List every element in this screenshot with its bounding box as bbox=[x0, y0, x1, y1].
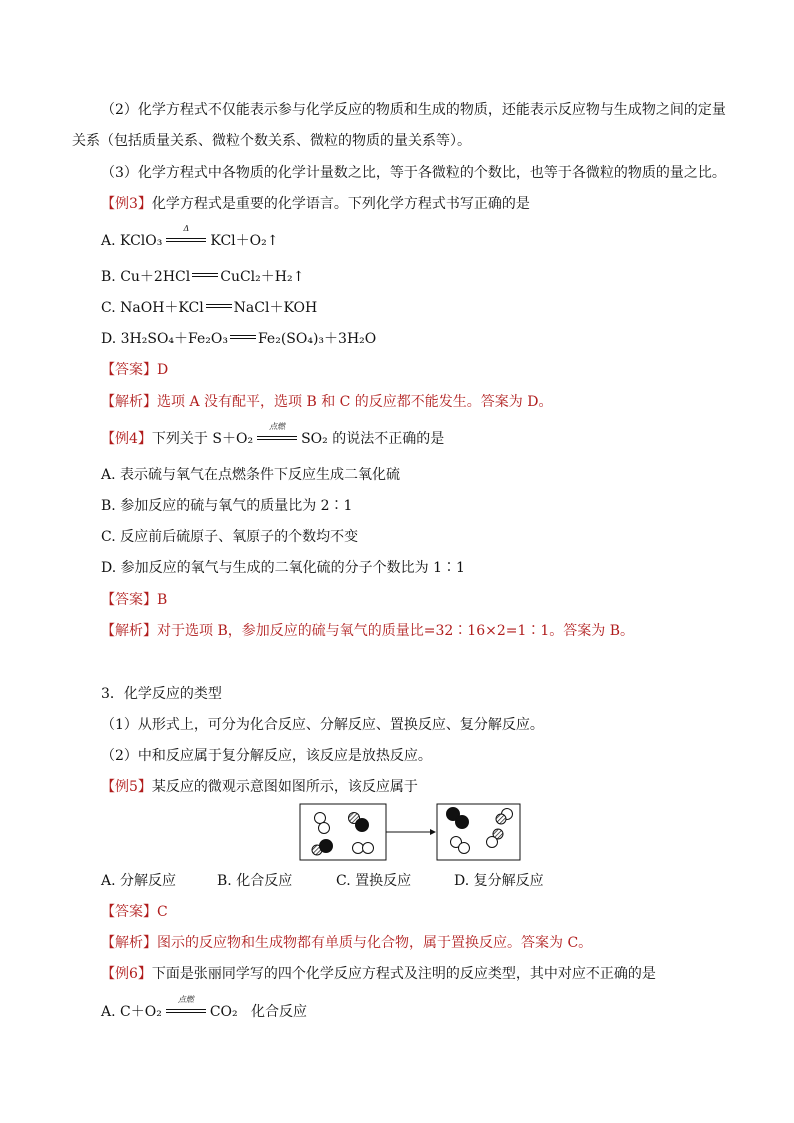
example-3-analysis: 【解析】选项 A 没有配平，选项 B 和 C 的反应都不能发生。答案为 D。 bbox=[101, 394, 553, 410]
example-4-answer: 【答案】B bbox=[101, 592, 168, 608]
example-3-answer: 【答案】D bbox=[101, 362, 169, 378]
example-6-option-a: A. C＋O₂ 点燃 CO₂ 化合反应 bbox=[101, 995, 307, 1020]
example-3-option-d: D. 3H₂SO₄＋Fe₂O₃ Fe₂(SO₄)₃＋3H₂O bbox=[101, 331, 377, 347]
example-5-option-d: D. 复分解反应 bbox=[454, 873, 544, 889]
white-atom bbox=[363, 843, 374, 854]
black-atom bbox=[356, 819, 369, 832]
example-3-option-a: A. KClO₃ Δ KCl＋O₂↑ bbox=[101, 224, 279, 249]
paragraph-2-line-2: 关系（包括质量关系、微粒个数关系、微粒的物质的量关系等）。 bbox=[72, 133, 471, 149]
example-4-question: 【例4】下列关于 S＋O₂ 点燃 SO₂ 的说法不正确的是 bbox=[101, 422, 445, 447]
example-5-question: 【例5】某反应的微观示意图如图所示，该反应属于 bbox=[101, 779, 418, 795]
equals-sign bbox=[205, 301, 233, 311]
black-atom bbox=[320, 840, 333, 853]
example-5-analysis: 【解析】图示的反应物和生成物都有单质与化合物，属于置换反应。答案为 C。 bbox=[101, 935, 593, 951]
reaction-arrow: Δ bbox=[164, 232, 208, 246]
equals-sign bbox=[229, 332, 257, 342]
white-atom bbox=[459, 843, 470, 854]
example-5-answer: 【答案】C bbox=[101, 904, 168, 920]
white-atom bbox=[319, 823, 330, 834]
reaction-arrow: 点燃 bbox=[255, 430, 299, 444]
arrow-head bbox=[430, 829, 436, 835]
white-atom bbox=[315, 813, 326, 824]
reaction-arrow: 点燃 bbox=[164, 1003, 208, 1017]
white-atom bbox=[353, 843, 364, 854]
example-5-option-a: A. 分解反应 bbox=[101, 873, 177, 889]
paragraph-3: （3）化学方程式中各物质的化学计量数之比，等于各微粒的个数比，也等于各微粒的物质的量之比。 bbox=[101, 165, 726, 181]
example-4-option-d: D. 参加反应的氧气与生成的二氧化硫的分子个数比为 1∶1 bbox=[101, 560, 465, 576]
example-4-analysis: 【解析】对于选项 B，参加反应的硫与氧气的质量比=32∶16×2=1∶1。答案为 B。 bbox=[101, 623, 635, 639]
example-3-option-c: C. NaOH＋KCl NaCl＋KOH bbox=[101, 300, 318, 316]
equals-sign bbox=[191, 270, 219, 280]
example-4-option-c: C. 反应前后硫原子、氧原子的个数均不变 bbox=[101, 529, 359, 545]
white-atom bbox=[487, 837, 498, 848]
paragraph-2-line-1: （2）化学方程式不仅能表示参与化学反应的物质和生成的物质，还能表示反应物与生成物之间的定量 bbox=[101, 102, 726, 118]
example-5-option-c: C. 置换反应 bbox=[336, 873, 412, 889]
example-5-option-b: B. 化合反应 bbox=[217, 873, 293, 889]
hatched-atom bbox=[496, 814, 506, 824]
example-4-option-a: A. 表示硫与氧气在点燃条件下反应生成二氧化硫 bbox=[101, 467, 401, 483]
black-atom bbox=[456, 816, 469, 829]
section-3-heading: 3．化学反应的类型 bbox=[101, 686, 222, 702]
example-6-question: 【例6】下面是张丽同学写的四个化学反应方程式及注明的反应类型，其中对应不正确的是 bbox=[101, 966, 656, 982]
example-3-option-b: B. Cu＋2HCl CuCl₂＋H₂↑ bbox=[101, 269, 305, 285]
example-4-option-b: B. 参加反应的硫与氧气的质量比为 2∶1 bbox=[101, 498, 353, 514]
example-3-tag: 【例3】 bbox=[101, 196, 152, 212]
example-3-question: 【例3】化学方程式是重要的化学语言。下列化学方程式书写正确的是 bbox=[101, 196, 530, 212]
section-3-point-1: （1）从形式上，可分为化合反应、分解反应、置换反应、复分解反应。 bbox=[101, 717, 544, 733]
section-3-point-2: （2）中和反应属于复分解反应，该反应是放热反应。 bbox=[101, 748, 432, 764]
reaction-micro-diagram bbox=[298, 800, 538, 866]
